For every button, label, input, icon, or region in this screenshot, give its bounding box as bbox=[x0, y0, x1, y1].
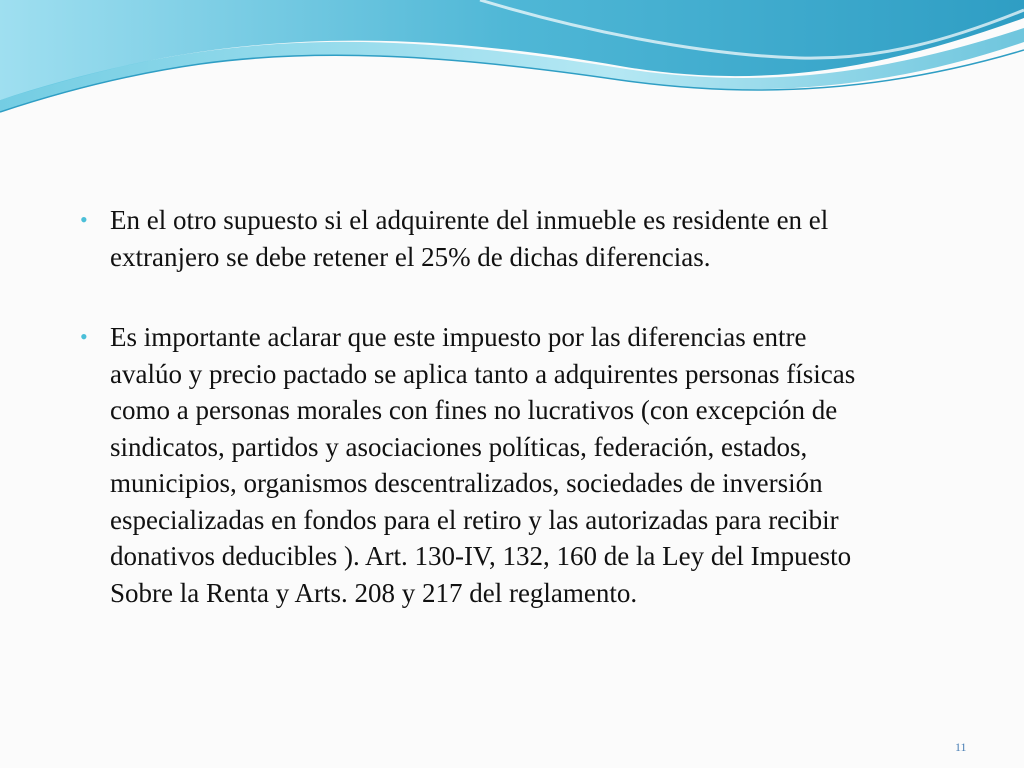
bullet-item bbox=[80, 319, 980, 611]
slide-content bbox=[80, 202, 980, 655]
bullet-icon: • bbox=[80, 207, 88, 232]
bullet-icon: • bbox=[80, 324, 88, 349]
page-number: 11 bbox=[955, 740, 967, 754]
bullet-text: En el otro supuesto si el adquirente del inmueble es residente en el extranjero se debe retener el 25% de dichas diferencias. bbox=[110, 205, 829, 272]
bullet-text: Es importante aclarar que este impuesto por las diferencias entre avalúo y precio pactado se aplica tanto a adquirentes personas físicas como a personas morales con fines no lucrativos (con excepción de sindicatos, partidos y asociaciones políticas, federación, estados, municipios, organismos descentralizados, sociedades de inversión especializadas en fondos para el retiro y las autorizadas para recibir donativos deducibles ). Art. 130-IV, 132, 160 de la Ley del Impuesto Sobre la Renta y Arts. 208 y 217 del reglamento. bbox=[110, 322, 856, 608]
bullet-item bbox=[80, 202, 980, 275]
header-wave-decoration bbox=[0, 0, 1024, 130]
